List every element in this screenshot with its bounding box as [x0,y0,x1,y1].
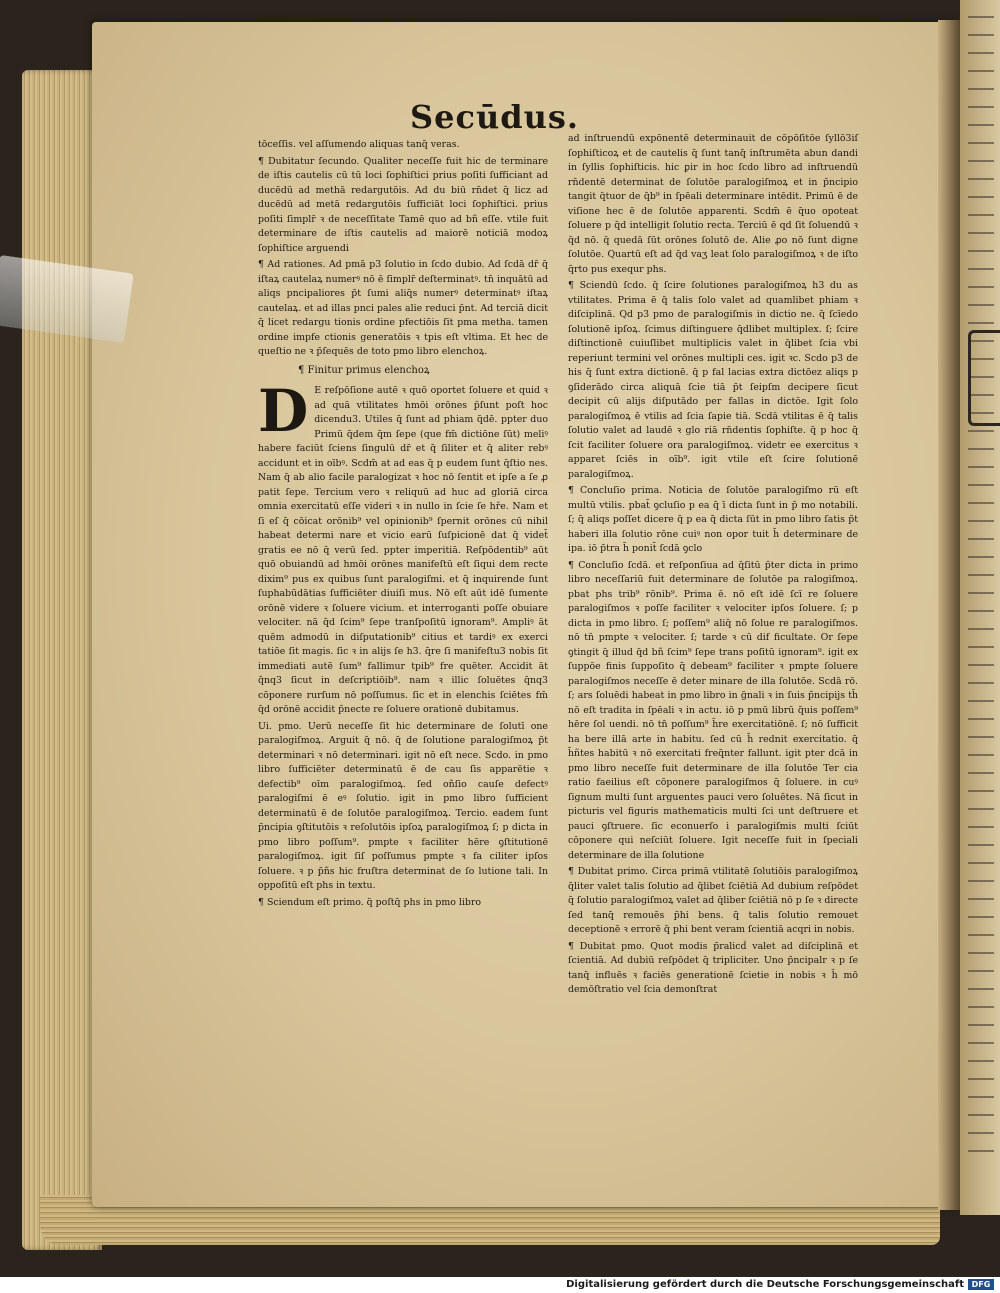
text-column-left [258,138,548,912]
section-heading: ¶ Finitur primus elenchoꝝ [298,364,430,376]
paragraph-text: E reſpōſione autē ꝛ quō oportet ſoluere et quid ꝛ ad quā vtilitates hmōi orōnes p̄ſunt poſt hoc dicendu3. Utiles q̄ ſunt ad phiam q̄dē. ppter duo Primū q̄dem q̄m ſepe (que fm̄ dictiōne ſūt) meliꝰ habere faciūt ſciens ſingulū dr̄ et q̄ ſiliter et q̄ aliter rebꝰ accidunt et in oībꝰ. Scdm̄ at ad eas q̄ p eudem ſunt q̄ſtio nes. Nam q̄ ab alio facile paralogizat ꝛ hoc nō ſentit et ipſe a ſe ꝓ patit ſepe. Tercium vero ꝛ reliquū ad huc ad gloriā circa omnia exercitatū eſſe videri ꝛ in nullo in ſcie ſe hře. Nam et ſi eſ q̄ cōicat orōnib⁹ vel opinionib⁹ ſpernit orōnes cū nihil habeat determi nare et vicio earū ſuſpicionē dat q̄ videt̄ gratis ee nō q̄ verū ſed. ppter imperitiā. Reſpōdentib⁹ aūt quō obuiandū ad hmōi orōnes manifeſtū eſt ſiqui dem recte dixim⁹ pus ex quibus ſunt paralogiſmi. et q̄ inquirende ſunt ſuphabūdātias ſufficiēter diuiſi mus. Nō eſt aūt idē ſumente orōnē videre ꝛ ſoluere vicium. et interroganti poſſe obuiare velociter. nā q̄d ſcim⁹ ſepe tranſpoſitū ignoram⁹. Ampliꝰ āt quēm admodū in diſputationib⁹ citius et tardiꝰ ex exerci tatiōe ſit magis. ſic ꝛ in alijs ſe h3. q̄re ſi manifeſtu3 nobis ſit immediati autē ſum⁹ fallimur tpib⁹ fre quēter. Accidit āt q̄nq3 ſicut in deſcriptiōib⁹. nam ꝛ illic ſoluētes q̄nq3 cōponere rurſum nō poſſumus. ſic et in elenchis ſciētes fm̄ q̄d orōnē accidit p̄necte re ſoluere orationē dubitamus. [258,385,548,715]
paragraph: tōceſſis. vel aſſumendo aliquas tanq̄ veras. [258,139,460,150]
funding-credit: Digitalisierung gefördert durch die Deutsche Forschungsgemeinschaft [566,1279,964,1290]
dfg-logo: DFG [968,1279,994,1290]
paragraph: ¶ Ad rationes. Ad pmā p3 ſolutio in ſcdo dubio. Ad ſcdā dr̄ q̄ iſtaꝝ cautelaꝝ numerꝰ nō ē ſimplr̄ deſterminatꝰ. tn̄ inquātū ad aliqs pncipaliores p̄t ſumi aliq̄s numerꝰ determinatꝰ iſtaꝝ cautelaꝝ. et ad illas pnci pales alie reduci p̄nt. Ad terciā dicit q̄ licet redargu tionis ordine pfectiōis ſit pma metha. tamen ordine impfe ctionis generatōis ꝛ tpis eſt vltima. Et hec de queſtio ne ꝛ p̄ſequēs de toto pmo libro elenchoꝝ. [258,259,548,357]
paragraph: Ui. pmo. Uerū neceſſe ſit hic determinare de ſolutī one paralogiſmoꝝ. Arguit q̄ nō. q̄ de ſolutione paralogiſmoꝝ p̄t determinari ꝛ nō determinari. igit nō eſt nece. Scdo. in pmo libro ſufficiēter determinatū ē de cau ſis apparētie ꝛ defectib⁹ oīm paralogiſmoꝝ. ſed oñſio cauſe defectꝰ paralogiſmi ē eꝰ ſolutio. igit in pmo libro ſufficient determinatū ē de ſolutōe paralogiſmoꝝ. Tercio. eadem ſunt p̄ncipia ꝯſtitutōis ꝛ reſolutōis ipſoꝝ paralogiſmoꝝ ſ; p dicta in pmo libro poſſum⁹. pmpte ꝛ faciliter hēre ꝯſtitutionē paralogiſmoꝝ. igit ſiſ poſſumus pmpte ꝛ fa ciliter ipſos ſoluere. ꝛ p p̄ñs hic fruſtra determinat de ſo lutione tali. In oppoſitū eſt phs in textu. [258,720,548,891]
paragraph: ¶ Dubitat primo. Circa primā vtilitatē ſolutiōis paralogiſmoꝝ q̄liter valet talis ſolutio ad q̄libet ſciētiā Ad dubium reſpōdet q̄ ſolutio paralogiſmoꝝ valet ad q̄liber ſciētiā nō p ſe ꝛ directe ſed tanq̄ remouēs p̄hi bens. q̄ talis ſolutio remouet deceptionē ꝛ errorē q̄ phi bent veram ſcientiā acqri in nobis. [568,866,858,935]
book-fore-edge [22,70,102,1250]
facing-page-initial [968,330,1000,426]
paragraph: ¶ Concluſio ſcdā. et reſponſiua ad q̄ſitū p̄ter dicta in primo libro neceſſariū fuit determinare de ſolutōe pa ralogiſmoꝝ. pbat phs trib⁹ rōnib⁹. Prima ē. nō eſt idē ſcī re ſoluere paralogiſmos ꝛ poſſe faciliter ꝛ velociter ipſos ſoluere. ſ; p dicta in pmo libro. ſ; poſſem⁹ aliq̄ nō ſolue re paralogiſmos. nō tn̄ pmpte ꝛ velociter. ſ; tarde ꝛ cū dif ficultate. Or ſepe ꝯtingit q̄ illud q̄d bñ ſcim⁹ ſepe trans poſitū ignoram⁹. igit ex ſuppōe finis ſuppoſito q̄ debeam⁹ faciliter ꝛ pmpte ſoluere paralogiſmos neceſſe ē deter minare de illa ſolutōe. Scdā rō. ſ; ars ſoluēdi habeat in pmo libro in g̃nali ꝛ in ſuis p̄ncipijs th̄ nō eſt tradita in ſpēali ꝛ in actu. iō p pmū librū q̄uis poſſem⁹ hēre ſol uendi. nō tn̄ poſſum⁹ h̄re exercitatiōnē. ſ; nō ſufficit ha bere illā arte in habitu. ſed cū h̄ rednit exercitatio. q̄ h̄ñtes habitū ꝛ nō exercitati freq̄nter fallunt. igit pter dcā in pmo libro neceſſe fuit determinare de illa ſolutōe Ter cia ratio faeilius eſt cōponere paralogiſmos q̄ ſoluere. in cuꝰ ſignum multi ſunt arguentes pauci vero ſoluētes. Nā ſicut in picturis vel figuris mathematicis multi ſci unt deſtruere et pauci ꝯſtruere. ſic econuerſo i paralogiſmis multi ſciūt cōponere qui neſciūt ſoluere. Igit neceſſe fuit in ſpeciali determinare de illa ſolutione [568,559,858,861]
paragraph: ad inſtruendū expōnentē determinauit de cōpōſitōe ſyllō3iſ ſophiſticoꝝ et de cautelis q̄ ſunt tanq̄ inſtrumēta abun dandi in ſyllis ſophiſticis. hic ꝑir in hoc ſcdo libro ad inſtruendū rn̄dentē determinat de ſolutōe paralogiſmoꝝ et in p̄ncipio tangit q̄tuor de q̄b⁹ in ſpēali determinare intēdit. Primū ē de viſione hec ē de ſolutōe apparenti. Scdm̄ ē q̄uo opoteat ſoluere p q̄d intelligit ſolutio recta. Terciū ē qd ſit ſoluendū ꝛ q̄d nō. q̄ quedā ſūt orōnes ſolutō de. Alie ꝓo nō ſunt digne ſolutōe. Quartū eſt ad q̄d vaʒ leat ſolo paralogiſmoꝝ ꝛ de iſto q̄rto pus exequr phs. [568,133,858,275]
paragraph: ¶ Sciendum eſt primo. q̄ poſtq̄ phs in pmo libro [258,896,482,908]
decorated-initial: D [258,377,309,445]
paragraph: ¶ Dubitatur ſecundo. Qualiter neceſſe fuit hic de terminare de iſtis cautelis cū tū loci ſophiſtici prius poſiti ſufficiant ad ducēdū ad methā redargutōis. Ad du biū rn̄det q̄ licz ad ducēdū ad metā redargutōis ſufficiāt loci ſophiſtici. prius poſiti ſimplr̄ ꝛ de neceſſitate Tamē quo ad bñ eſſe. vtile fuit determinare de iſtis cautelis ad maiorē noticiā modoꝝ ſophiſtice arguendi [258,155,548,254]
text-column-right [568,132,858,1000]
paragraph: ¶ Dubitat pmo. Quot modis p̄ralicḋ valet ad diſciplinā et ſcientiā. Ad dubiū reſpōdet q̄ tripliciter. Uno p̄ncipalr ꝛ p ſe tanq̄ influēs ꝛ faciēs generationē ſcietie in nobis ꝛ h̄ mō demōſtratio vel ſcia demonſtrat [568,940,858,995]
running-head: Secūdus. [410,98,580,136]
paragraph: ¶ Sciendū ſcdo. q̄ ſcire ſolutiones paralogiſmoꝝ h3 du as vtilitates. Prima ē q̄ talis ſolo valet ad quamlibet phiam ꝛ diſciplinā. Qd p3 pmo de paralogiſmis in dictio ne. q̄ ſcīedo ſolutionē ipſoꝝ. ſcimus diſtinguere q̄dlibet multiplex. ſ; ſcire diſtinctionē cuiuſlibet multiplicis valet in q̄libet ſcia vbi reperiunt termini vel orōnes multipli ces. igit ꝛc. Scdo p3 de his q̄ ſunt extra dictionē. q̄ p fal lacias extra dictōez aliqs p ꝯſiderādo circa aliquā ſcie tiā p̄t ſeipſm decipere ſicut decipit cū alijs diſputādo per fallas in dictōe. Igit ſolo paralogiſmoꝝ ē vtilis ad ſcia ſapie tiā. Scdā vtilitas ē q̄ talis ſolutio valet ad laudē ꝛ glo riā rn̄dentis ſophiſte. q̄ p hoc q̄ ſcit faciliter ſoluere ora paralogiſmoꝝ. videtr ee exercitus ꝛ apparet ſciēs in oīb⁹. igit vtile eſt ſcire ſolutionē paralogiſmoꝝ. [568,280,858,480]
paragraph-with-initial [258,377,548,718]
facing-page-edge [960,0,1000,1215]
paragraph: ¶ Concluſio prima. Noticia de ſolutōe paralogiſmo rū eſt multū vtilis. pbat̄ ꝯcluſio p ea q̄ ī dicta ſunt in p̄ mo notabili. ſ; q̄ aliqs poſſet dicere q̄ p ea q̄ dicta ſūt in pmo libro ſatis p̄t haberi illa ſolutio rōne cuiꝰ non opor tuit h̄ determinare de ipa. iō p̄tra h̄ ponit̄ ſcdā ꝯclo [568,485,858,554]
